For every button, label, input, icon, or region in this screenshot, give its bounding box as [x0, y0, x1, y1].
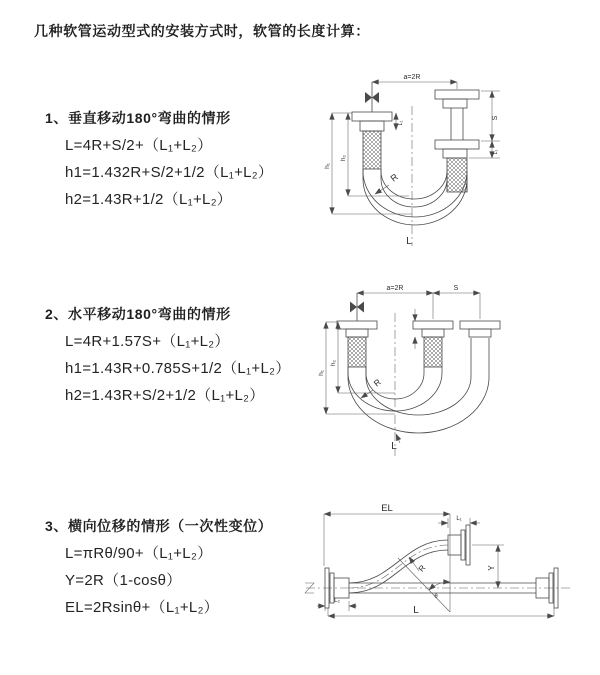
section-vertical-movement — [45, 108, 273, 209]
section-1-formula-h1: h1=1.432R+S/2+1/2（L₁+L₂） — [65, 164, 274, 181]
right-riser-fitting — [435, 90, 479, 192]
dim-label-h2: h₂ — [340, 154, 347, 162]
height-dimensions — [326, 322, 395, 414]
dim-label-pitch: a=2R — [386, 285, 404, 292]
shifted-riser-fitting — [460, 321, 500, 337]
dim-label-l1-left: L₁ — [398, 120, 404, 126]
section-3-formula-EL: EL=2Rsinθ+（L₁+L₂） — [65, 599, 219, 616]
dim-label-s: S — [453, 285, 459, 292]
dim-label-l1-right: L₁ — [493, 149, 499, 155]
dim-label-el: EL — [381, 503, 393, 514]
diagram-2-drawing — [308, 281, 600, 463]
pitch-dimension — [372, 82, 457, 89]
section-2-heading: 2、水平移动180°弯曲的情形 — [45, 306, 231, 322]
section-3-formula-Y: Y=2R（1-cosθ） — [65, 572, 182, 589]
section-1-formula-h2: h2=1.43R+1/2（L₁+L₂） — [65, 191, 233, 208]
dim-label-length: L — [391, 441, 397, 452]
middle-riser-fitting — [413, 321, 453, 367]
dim-label-l1: L₁ — [456, 516, 462, 522]
section-2-formula-L: L=4R+1.57S+（L₁+L₂） — [65, 333, 230, 350]
diagram-1-drawing — [312, 66, 597, 258]
l-dimension — [328, 608, 554, 616]
top-dimensions — [357, 293, 480, 319]
dim-label-h1: h₁ — [324, 163, 331, 169]
dim-label-length: L — [406, 236, 412, 247]
section-3-formula-L: L=πRθ/90+（L₁+L₂） — [65, 545, 213, 562]
valve-icon — [350, 293, 364, 321]
diagram-vertical-u-bend — [312, 66, 597, 258]
section-2-formula-h2: h2=1.43R+S/2+1/2（L₁+L₂） — [65, 387, 265, 404]
valve-icon — [365, 82, 379, 112]
dim-label-l2: L₂ — [334, 598, 340, 604]
diagram-lateral-displacement — [298, 498, 600, 668]
dim-label-y: Y — [487, 565, 496, 571]
section-horizontal-movement — [45, 304, 291, 405]
section-3-heading: 3、横向位移的情形（一次性变位） — [45, 518, 273, 534]
dim-label-length: L — [413, 605, 419, 616]
left-riser-fitting — [352, 112, 392, 169]
angle-construction — [398, 558, 450, 612]
page-title: 几种软管运动型式的安装方式时，软管的长度计算： — [34, 23, 370, 39]
stroke-s-dimension — [469, 91, 500, 158]
section-1-formula-L: L=4R+S/2+（L₁+L₂） — [65, 137, 213, 154]
section-lateral-displacement — [45, 516, 272, 617]
section-1-heading: 1、垂直移动180°弯曲的情形 — [45, 110, 231, 126]
diagram-horizontal-u-bend — [308, 281, 600, 463]
section-2-formula-h1: h1=1.43R+0.785S+1/2（L₁+L₂） — [65, 360, 291, 377]
hose-u-curves — [348, 338, 489, 433]
left-riser-fitting — [337, 321, 377, 367]
dim-label-s: S — [492, 115, 499, 121]
dim-label-h2: h₂ — [330, 359, 337, 367]
dim-label-pitch: a=2R — [403, 74, 421, 81]
dim-label-radius: R — [388, 171, 400, 184]
diagram-3-drawing — [298, 498, 600, 668]
el-dimension — [324, 514, 450, 612]
dim-label-h1: h₁ — [318, 370, 325, 376]
dim-label-radius: R — [416, 563, 428, 574]
dim-label-radius: R — [371, 376, 383, 389]
dim-label-theta: θ — [434, 594, 438, 600]
